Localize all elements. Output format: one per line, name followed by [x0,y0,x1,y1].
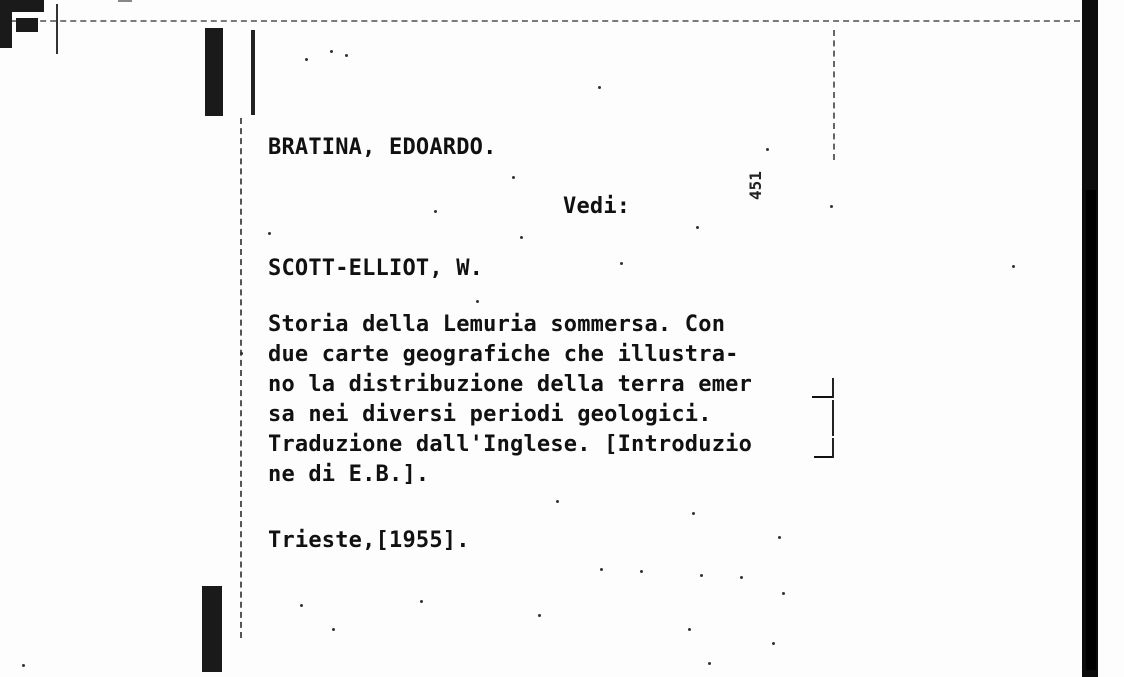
scan-top-dashed-border [0,20,1090,22]
speck [268,232,271,235]
edit-underline [814,456,832,458]
speck [778,536,781,539]
speck [640,570,643,573]
speck [708,662,711,665]
card-top-bracket [251,30,255,115]
stamp-mark-bottom [202,586,222,672]
speck [434,210,437,213]
scan-right-edge [1082,0,1098,677]
cross-reference-author: SCOTT-ELLIOT, W. [268,256,484,281]
description-line: sa nei diversi periodi geologici. [268,402,712,427]
speck [688,628,691,631]
scan-top-mark [118,0,132,2]
side-number: 451 [746,171,765,200]
edit-bracket [832,438,834,458]
speck [766,148,769,151]
speck [538,614,541,617]
description-line: no la distribuzione della terra emer [268,372,753,397]
speck [692,512,695,515]
description-line: Storia della Lemuria sommersa. Con [268,312,726,337]
speck [598,86,601,89]
speck [830,205,833,208]
speck [1012,265,1015,268]
speck [330,50,333,53]
description-line: Traduzione dall'Inglese. [Introduzio [268,432,753,457]
speck [520,236,523,239]
see-reference-label: Vedi: [563,194,631,219]
stamp-mark-top [205,28,223,116]
speck [620,262,623,265]
imprint-line: Trieste,[1955]. [268,528,470,553]
speck [772,642,775,645]
description-line: due carte geografiche che illustra- [268,342,739,367]
speck [240,352,243,355]
card-right-edge [833,30,835,160]
speck [300,604,303,607]
speck [600,568,603,571]
speck [740,576,743,579]
speck [556,500,559,503]
edit-bracket [832,378,834,398]
speck [476,300,479,303]
speck [305,58,308,61]
speck [782,592,785,595]
speck [512,176,515,179]
edit-bracket [832,400,834,436]
description-line: ne di E.B.]. [268,462,430,487]
speck [700,574,703,577]
speck [332,628,335,631]
edit-underline [812,396,832,398]
speck [420,600,423,603]
card-left-edge [240,118,242,638]
speck [345,54,348,57]
author-heading: BRATINA, EDOARDO. [268,135,497,160]
stamp-mark-left [0,0,44,48]
speck [22,664,25,667]
speck [696,226,699,229]
